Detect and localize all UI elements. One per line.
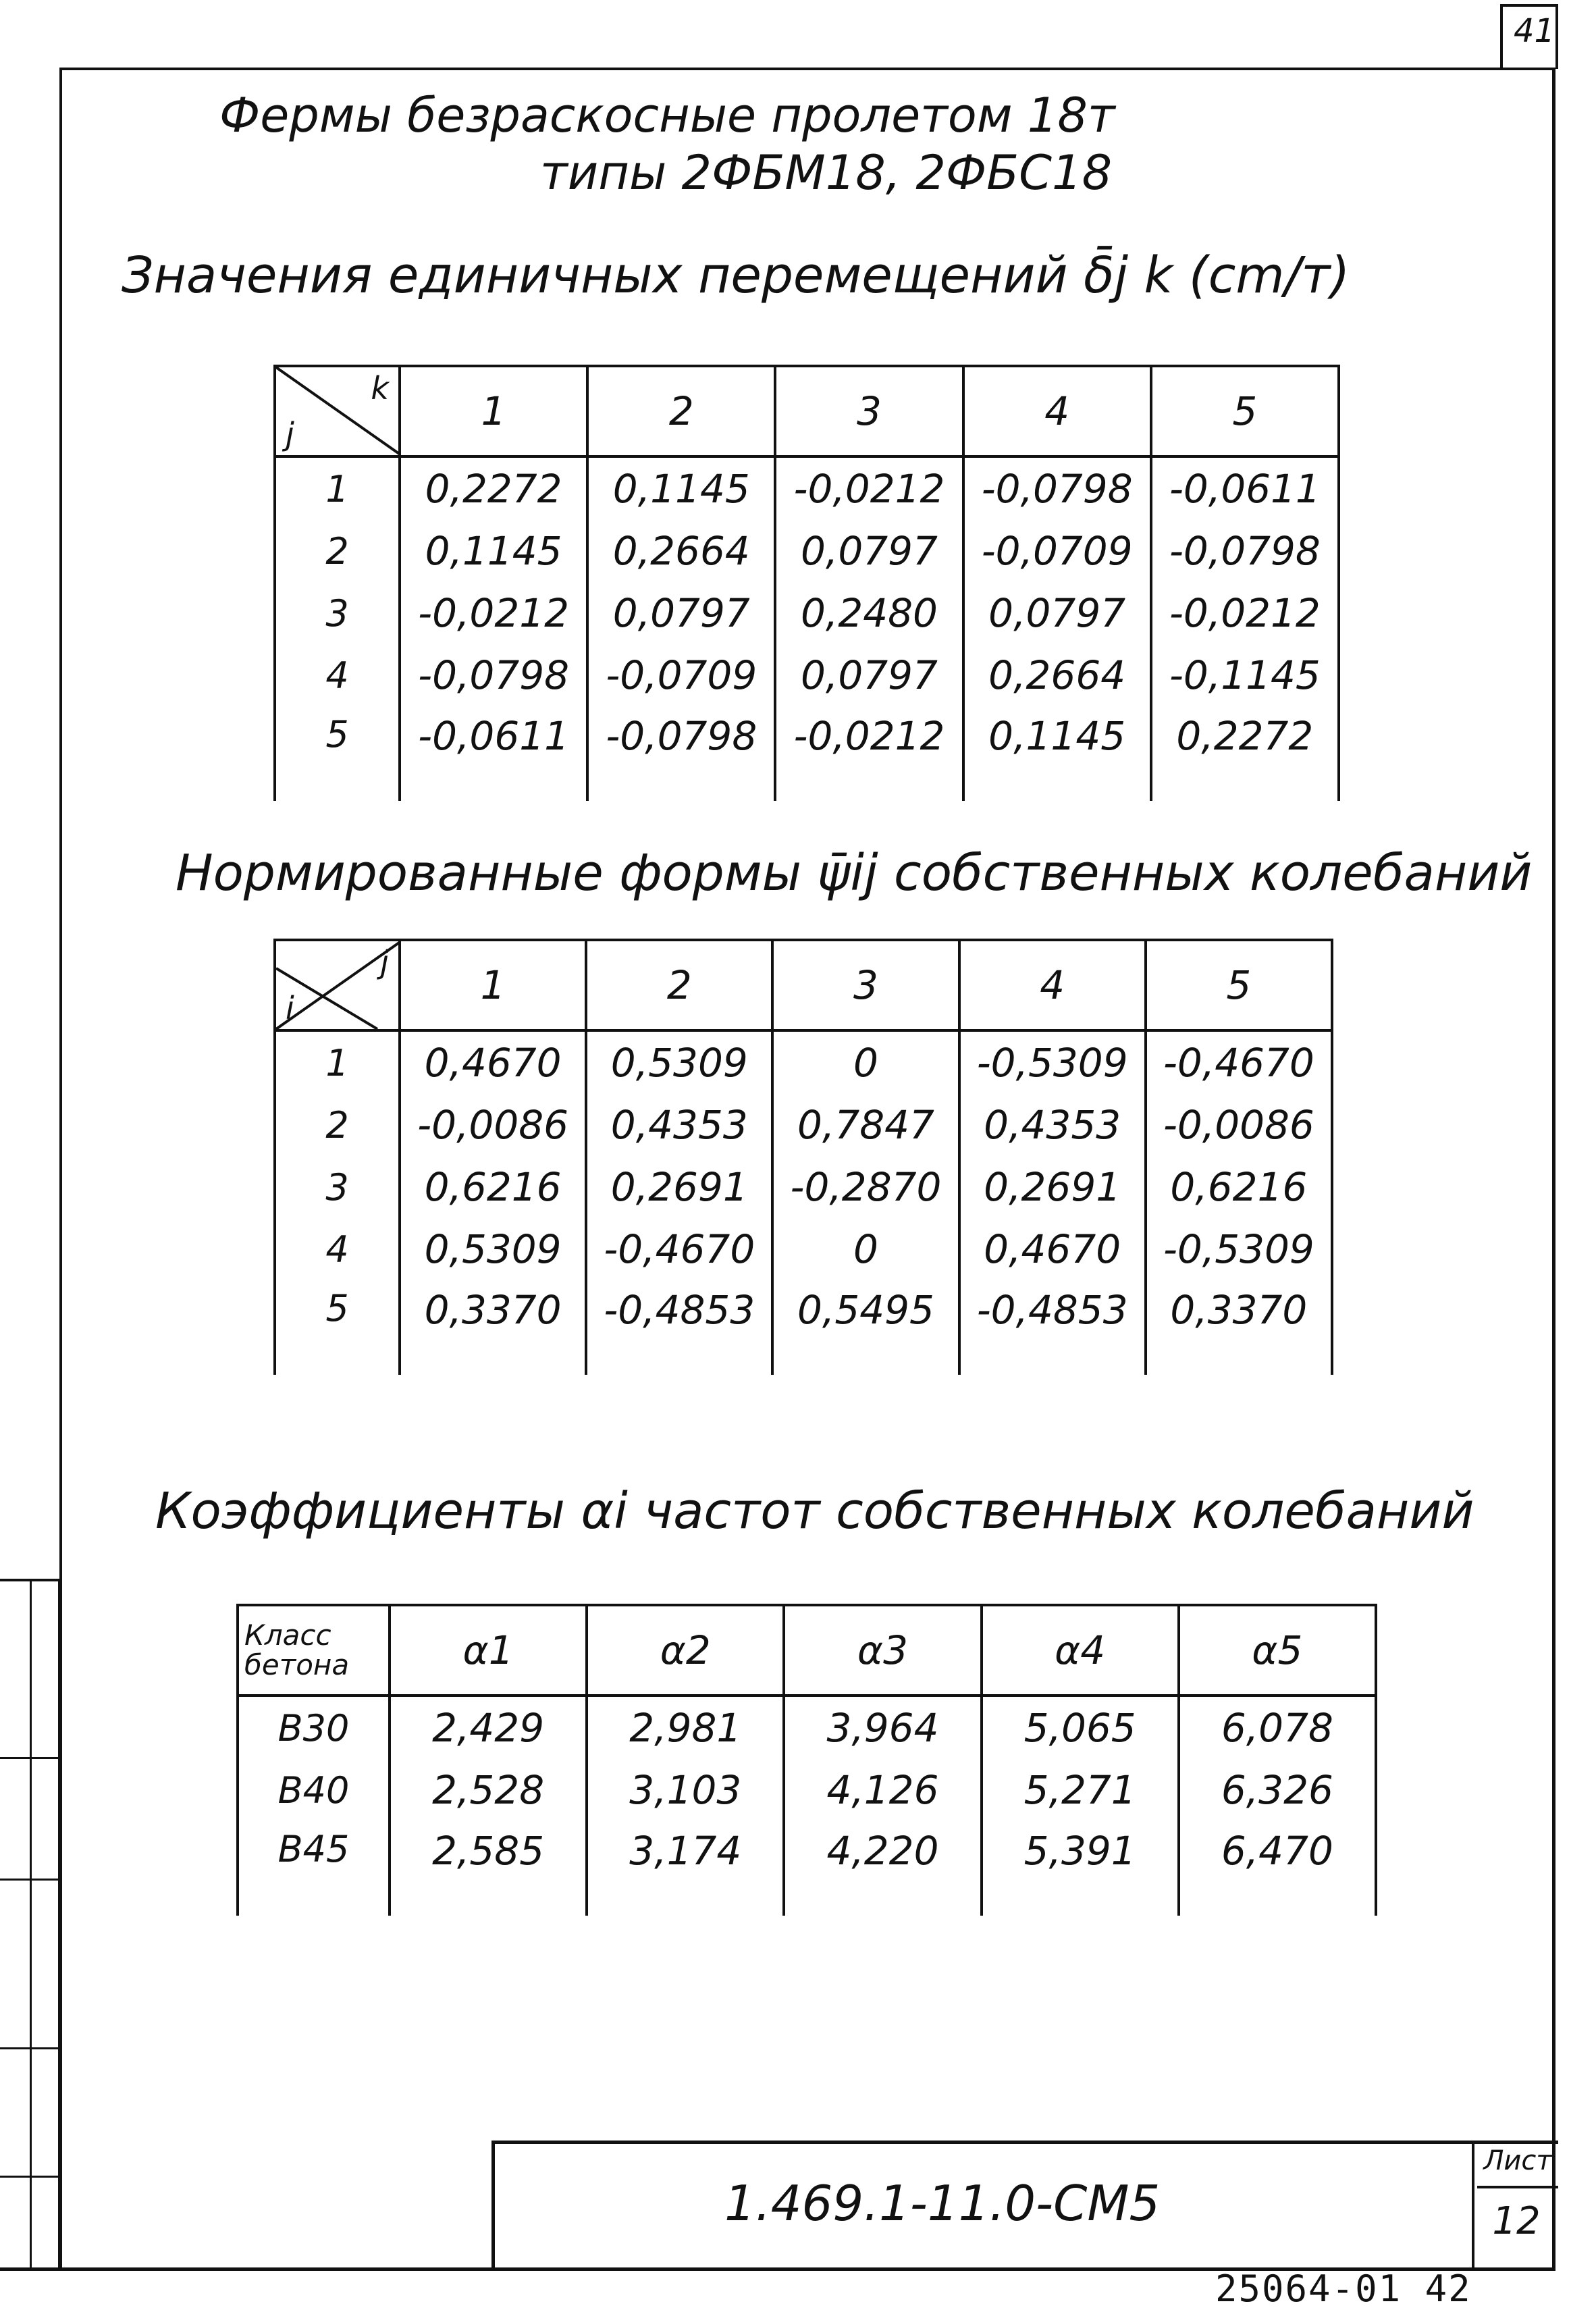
table-cell: -0,0798 — [1151, 520, 1339, 582]
row-label: 4 — [275, 644, 400, 706]
table-cell: -0,0212 — [775, 456, 963, 520]
heading-normalized-modes: Нормированные формы ψ̄ij собственных колебаний — [176, 844, 1533, 902]
column-header: α4 — [982, 1605, 1179, 1696]
table-cell: 0,2664 — [587, 520, 775, 582]
table-row — [275, 1218, 1332, 1280]
table-cell: 6,326 — [1179, 1759, 1376, 1821]
table-body — [275, 456, 1339, 801]
table-row — [275, 644, 1339, 706]
table-row — [275, 582, 1339, 644]
corner-j-label: j — [380, 944, 389, 980]
row-label: 1 — [275, 1030, 400, 1094]
column-header: 3 — [775, 366, 963, 456]
table-cell: -0,0709 — [587, 644, 775, 706]
concrete-class-label-2: бетона — [244, 1648, 350, 1681]
binding-side-box — [0, 1579, 61, 2269]
row-label: 2 — [275, 520, 400, 582]
table-row — [275, 1030, 1332, 1094]
table-row — [275, 456, 1339, 520]
table-corner-cell — [275, 366, 400, 456]
table-cell: 0 — [772, 1030, 959, 1094]
table-cell: -0,4853 — [959, 1280, 1146, 1375]
table-cell: 4,220 — [784, 1821, 981, 1916]
table-cell: -0,0798 — [587, 706, 775, 801]
table-cell: 5,271 — [982, 1759, 1179, 1821]
table-cell: 0,2272 — [400, 456, 587, 520]
heading-trusses: Фермы безраскосные пролетом 18т — [219, 88, 1115, 143]
table-cell: 0,0797 — [775, 520, 963, 582]
column-header: 1 — [400, 366, 587, 456]
table-cell: -0,0798 — [400, 644, 587, 706]
column-header: 3 — [772, 940, 959, 1030]
table-row — [238, 1759, 1376, 1821]
table-cell: 0,2272 — [1151, 706, 1339, 801]
table-cell: -0,4670 — [586, 1218, 772, 1280]
table-body — [275, 1030, 1332, 1375]
side-box-line — [0, 1757, 58, 1759]
table-row — [238, 1821, 1376, 1916]
title-block — [491, 2141, 1558, 2269]
table-cell: -0,1145 — [1151, 644, 1339, 706]
table-cell: 0,5309 — [400, 1218, 586, 1280]
unit-displacements-table — [273, 365, 1340, 801]
table-cell: 0,5495 — [772, 1280, 959, 1375]
column-header: 4 — [959, 940, 1146, 1030]
column-header: 5 — [1151, 366, 1339, 456]
table-row — [275, 1156, 1332, 1218]
table-cell: 2,585 — [390, 1821, 587, 1916]
document-code: 1.469.1-11.0-CM5 — [724, 2175, 1161, 2232]
table-cell: -0,0798 — [963, 456, 1151, 520]
table-cell: 0,2691 — [959, 1156, 1146, 1218]
side-box-divider — [30, 1581, 32, 2269]
corner-i-label: i — [286, 990, 294, 1026]
table-cell: 0,6216 — [400, 1156, 586, 1218]
table-cell: 3,174 — [587, 1821, 784, 1916]
page-number: 41 — [1514, 12, 1555, 50]
heading-unit-displacements: Значения единичных перемещений δ̄j k (cm/т) — [122, 246, 1350, 305]
sheet-number: 12 — [1492, 2199, 1541, 2243]
sheet-box — [1472, 2144, 1558, 2269]
table-cell: 0,2691 — [586, 1156, 772, 1218]
table-cell: 4,126 — [784, 1759, 981, 1821]
table-cell: 6,470 — [1179, 1821, 1376, 1916]
heading-frequency-coefficients: Коэффициенты αi частот собственных колебаний — [155, 1482, 1474, 1540]
table-cell: 0,4670 — [400, 1030, 586, 1094]
table-cell: -0,0086 — [1146, 1094, 1332, 1156]
table-cell: 0,0797 — [963, 582, 1151, 644]
table-cell: -0,2870 — [772, 1156, 959, 1218]
table-cell: -0,0611 — [400, 706, 587, 801]
table-cell: 0,2480 — [775, 582, 963, 644]
table-cell: 0,2664 — [963, 644, 1151, 706]
table-cell: -0,0086 — [400, 1094, 586, 1156]
table-cell: -0,4670 — [1146, 1030, 1332, 1094]
table-row — [275, 520, 1339, 582]
row-label: 3 — [275, 582, 400, 644]
table-cell: 2,429 — [390, 1696, 587, 1759]
column-header: α3 — [784, 1605, 981, 1696]
table-cell: 0,3370 — [400, 1280, 586, 1375]
table-cell: 5,065 — [982, 1696, 1179, 1759]
table-cell: 0 — [772, 1218, 959, 1280]
corner-j-label: j — [286, 416, 294, 452]
heading-types: типы 2ФБМ18, 2ФБС18 — [540, 145, 1113, 201]
concrete-class-label-1: Класс — [244, 1619, 331, 1652]
row-label: 2 — [275, 1094, 400, 1156]
row-label: B40 — [238, 1759, 390, 1821]
column-header: 4 — [963, 366, 1151, 456]
row-label: 1 — [275, 456, 400, 520]
table-body — [238, 1696, 1376, 1916]
table-cell: 0,7847 — [772, 1094, 959, 1156]
table-cell: 0,1145 — [400, 520, 587, 582]
column-header: 5 — [1146, 940, 1332, 1030]
side-box-line — [0, 1879, 58, 1881]
corner-k-label: k — [371, 370, 389, 406]
table-cell: -0,0212 — [1151, 582, 1339, 644]
table-cell: 0,4353 — [959, 1094, 1146, 1156]
table-cell: -0,5309 — [1146, 1218, 1332, 1280]
table-cell: -0,0212 — [400, 582, 587, 644]
column-header: 1 — [400, 940, 586, 1030]
row-label: B30 — [238, 1696, 390, 1759]
row-label: 3 — [275, 1156, 400, 1218]
archive-number: 25064-01 42 — [1215, 2267, 1472, 2310]
table-row — [275, 1094, 1332, 1156]
table-cell: -0,4853 — [586, 1280, 772, 1375]
row-label: B45 — [238, 1821, 390, 1916]
table-corner-cell — [275, 940, 400, 1030]
column-header: α2 — [587, 1605, 784, 1696]
table-cell: 0,5309 — [586, 1030, 772, 1094]
sheet-label: Лист — [1477, 2145, 1558, 2188]
row-label: 5 — [275, 706, 400, 801]
table-row — [275, 706, 1339, 801]
table-cell: 0,1145 — [587, 456, 775, 520]
table-cell: -0,0709 — [963, 520, 1151, 582]
frequency-coefficients-table — [236, 1604, 1377, 1916]
row-label: 5 — [275, 1280, 400, 1375]
row-label: 4 — [275, 1218, 400, 1280]
side-box-line — [0, 2047, 58, 2049]
table-cell: 0,1145 — [963, 706, 1151, 801]
table-cell: 2,981 — [587, 1696, 784, 1759]
table-cell: 0,4353 — [586, 1094, 772, 1156]
table-cell: 0,6216 — [1146, 1156, 1332, 1218]
table-cell: 0,0797 — [587, 582, 775, 644]
column-header: 2 — [587, 366, 775, 456]
side-box-line — [0, 2176, 58, 2178]
page-number-tab — [1500, 4, 1558, 69]
column-header: 2 — [586, 940, 772, 1030]
normalized-modes-table — [273, 939, 1333, 1375]
table-cell: -0,0611 — [1151, 456, 1339, 520]
table-cell: 5,391 — [982, 1821, 1179, 1916]
table-row — [275, 1280, 1332, 1375]
table-cell: -0,0212 — [775, 706, 963, 801]
table-row — [238, 1696, 1376, 1759]
table-cell: 0,0797 — [775, 644, 963, 706]
table-cell: 0,3370 — [1146, 1280, 1332, 1375]
table-cell: 3,103 — [587, 1759, 784, 1821]
table-cell: 6,078 — [1179, 1696, 1376, 1759]
table-cell: 3,964 — [784, 1696, 981, 1759]
table-cell: -0,5309 — [959, 1030, 1146, 1094]
table-cell: 0,4670 — [959, 1218, 1146, 1280]
column-header: α1 — [390, 1605, 587, 1696]
column-header: α5 — [1179, 1605, 1376, 1696]
table-cell: 2,528 — [390, 1759, 587, 1821]
concrete-class-header — [238, 1605, 390, 1696]
